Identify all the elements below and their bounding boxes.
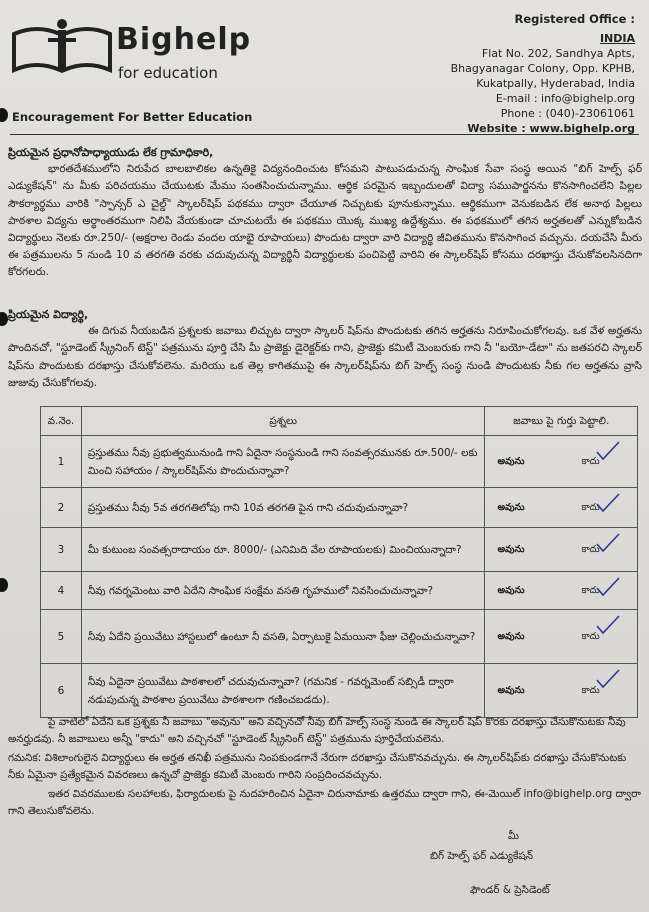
table-row [41, 664, 638, 718]
column-header-answer: జవాబు పై గుర్తు పెట్టాలి. [485, 407, 638, 436]
answer-no[interactable]: కాదు [581, 455, 600, 467]
question-text: నీవు ఏదైనా ప్రయివేటు పాఠశాలలో చదువుచున్నావా? (గమనిక - గవర్నమెంట్ సబ్సిడీ ద్వారా నడుపుచున్న పాఠశాల ప్రయివేటు పాఠశాలగా గణించబడదు). [81, 664, 485, 718]
letter-intro [8, 144, 642, 282]
salutation-headmaster: ప్రియమైన ప్రధానోపాధ్యాయుడు లేక గ్రామాధికారి, [8, 146, 214, 159]
row-number: 6 [41, 664, 82, 718]
checkmark-icon [595, 614, 621, 636]
checkmark-icon [595, 576, 621, 598]
eligibility-table [40, 406, 638, 718]
question-text: నీవు గవర్నమెంటు వారి ఏదేని సాంఘిక సంక్షేమ వసతి గృహములో నివసించుచున్నావా? [81, 572, 485, 610]
letter-student [8, 306, 642, 392]
website: Website : www.bighelp.org [467, 122, 635, 135]
paragraph-intro: భారతదేశములోని నిరుపేద బాలబాలికల ఉన్నతికై విద్యనందించుట కోసమని పాటుపడుచున్న సాంఘిక సేవా సంస్థ అయిన "బిగ్ హెల్ప్ ఫర్ ఎడ్యుకేషన్" ను మీకు పరిచయము చేయుటకు మేము సంతసించుచున్నాము. ఆర్థిక పరమైన ఇబ్బందులతో విద్యా సముపార్జనను కొనసాగించలేని పిల్లల సౌకర్యార్థము వారికి "స్పాన్సర్ ఎ చైల్డ్" స్కాలర్‌షిప్ పథకము ద్వారా చేయూత నిచ్చుటకు పూనుకున్నాము. ఆర్థికముగా వెనుకబడిన లేక అనాథ పిల్లలు పాఠశాల విద్యను అర్థాంతరముగా నిలిపి వేయకుండా చూచుటయే ఈ పథకము యొక్క ముఖ్య ఉద్దేశ్యము. ఈ పథకములో తగిన అర్హతలతో ఎన్నుకోబడిన విద్యార్థులు నెలకు రూ.250/- (అక్షరాల రెండు వందల యాభై రూపాయలు) పొందుట ద్వారా వారి విద్యార్థి జీవితమును కొనసాగించ వచ్చును. దయచేసి మీరు ఈ పత్రములను 5 నుండి 10 వ తరగతి వరకు చదువుచున్న విద్యార్థినీ విద్యార్థులకు పంచిపెట్టి వారిని ఈ స్కాలర్‌షిప్ కోసము దరఖాస్తు చేసుకోవలసినదిగా కోరగలరు. [8, 163, 642, 279]
answer-no[interactable]: కాదు [581, 501, 600, 513]
checkmark-icon [595, 668, 621, 690]
checkmark-icon [595, 492, 621, 514]
checkmark-icon [595, 440, 621, 462]
punch-hole [0, 578, 8, 592]
table-row [41, 572, 638, 610]
answer-cell [485, 664, 638, 718]
note-contact: ఇతర వివరములకు సలహాలకు, ఫిర్యాదులకు పై నుదహరించిన ఏదైనా చిరునామాకు ఉత్తరము ద్వారా గాని, ఈ-మెయిల్ info@bighelp.org ద్వారా గాని తెలుసుకోవలెను. [8, 788, 641, 817]
punch-hole [0, 108, 8, 122]
bighelp-logo-icon [12, 16, 112, 76]
answer-cell [485, 610, 638, 664]
answer-yes[interactable]: అవును [497, 584, 525, 596]
question-text: ప్రస్తుతము నీవు ప్రభుత్వమునుండి గాని ఏదైనా సంస్థనుండి గాని సంవత్సరమునకు రూ.500/- లకు మించి సహాయం / స్కాలర్‌షిప్‌ను పొందుచున్నావా? [81, 436, 485, 488]
checkmark-icon [595, 532, 621, 554]
address-line: Bhagyanagar Colony, Opp. KPHB, [450, 62, 635, 75]
punch-hole [0, 312, 8, 326]
signoff-org: బిగ్ హెల్ప్ ఫర్ ఎడ్యుకేషన్ [430, 850, 534, 862]
answer-no[interactable]: కాదు [581, 630, 600, 642]
row-number: 5 [41, 610, 82, 664]
office-address-block [405, 12, 635, 136]
address-line: Kukatpally, Hyderabad, India [476, 77, 635, 90]
answer-no[interactable]: కాదు [581, 584, 600, 596]
question-text: మీ కుటుంబ సంవత్సరాదాయం రూ. 8000/- (ఎనిమిది వేల రూపాయలకు) మించియున్నాదా? [81, 528, 485, 572]
column-header-number: వ.నెం. [41, 407, 82, 436]
salutation-student: ప్రియమైన విద్యార్థి, [8, 308, 89, 321]
answer-cell [485, 488, 638, 528]
question-text: నీవు ఏదేని ప్రయివేటు హాస్టలులో ఉంటూ నీ వసతి, ఏర్పాటుకై ఏమయినా ఫీజు చెల్లించుచున్నావా? [81, 610, 485, 664]
office-country: INDIA [599, 32, 635, 45]
address-line: Flat No. 202, Sandhya Apts, [481, 47, 635, 60]
answer-cell [485, 528, 638, 572]
tagline: Encouragement For Better Education [12, 110, 253, 124]
row-number: 3 [41, 528, 82, 572]
answer-yes[interactable]: అవును [497, 501, 525, 513]
answer-yes[interactable]: అవును [497, 630, 525, 642]
email: E-mail : info@bighelp.org [495, 92, 635, 105]
answer-no[interactable]: కాదు [581, 684, 600, 696]
row-number: 1 [41, 436, 82, 488]
question-text: ప్రస్తుతము నీవు 5వ తరగతిలోపు గాని 10వ తరగతి పైన గాని చదువుచున్నావా? [81, 488, 485, 528]
signoff-yours: మీ [508, 830, 519, 842]
office-title: Registered Office : [514, 12, 635, 26]
header-divider [10, 134, 639, 135]
brand-name: Bighelp [116, 22, 252, 57]
row-number: 4 [41, 572, 82, 610]
signoff-title: ఫౌండర్ & ప్రెసిడెంట్ [470, 884, 550, 896]
answer-cell [485, 436, 638, 488]
column-header-question: ప్రశ్నలు [81, 407, 485, 436]
row-number: 2 [41, 488, 82, 528]
table-row [41, 610, 638, 664]
table-row [41, 528, 638, 572]
table-row [41, 488, 638, 528]
answer-cell [485, 572, 638, 610]
phone: Phone : (040)-23061061 [500, 107, 635, 120]
answer-no[interactable]: కాదు [581, 543, 600, 555]
paragraph-student: ఈ దిగువ నీయబడిన ప్రశ్నలకు జవాబు లిచ్చుట ద్వారా స్కాలర్ షిప్‌ను పొందుటకు తగిన అర్హతను నిరూపించుకోగలవు. ఒక వేళ అర్హతను పొందినచో, "స్టూడెంట్ స్క్రీనింగ్ టెస్ట్" పత్రమును పూర్తి చేసి మీ ప్రాజెక్టు డైరెక్టర్‌కు గాని, ప్రాజెక్టు కమిటీ మెంబరుకు గాని నీ "బయో-డేటా" ను జతపరచి స్కాలర్ షిప్‌ను పొందుటకు దరఖాస్తు చేసుకోవలెను. మరియు ఒక తెల్ల కాగితముపై ఈ స్కాలర్‌షిప్‌ను బిగ్ హెల్ప్ సంస్థ నుండి పొందుటకు నీకు గల అర్హతను వ్రాసి జుజువు చేసుకోగలవు. [8, 325, 642, 389]
table-row [41, 436, 638, 488]
answer-yes[interactable]: అవును [497, 684, 525, 696]
brand-subtitle: for education [118, 64, 218, 82]
note-disabled: గమనిక: విశిలాంగులైన విద్యార్థులు ఈ అర్హత తనిఖీ పత్రమును నింపకుండగానే నేరుగా దరఖాస్తు చేసుకొనవచ్చును. ఈ స్కాలర్‌షిప్‌కు దరఖాస్తు చేసుకొనుటకు నీకు ఏమైనా ప్రత్యేకమైన వివరణలు ఉన్నచో ప్రాజెక్టు కమిటీ మెంబరు గారిని సంప్రదించవచ్చును. [8, 752, 627, 781]
answer-yes[interactable]: అవును [497, 543, 525, 555]
note-ineligible: పై వాటిలో ఏదేని ఒక ప్రశ్నకు నీ జవాబు "అవును" అని వచ్చినచో నీవు బిగ్ హెల్ప్ సంస్థ నుండి ఈ స్కాలర్ షిప్ కొరకు దరఖాస్తు చేసుకొనుటకు నీవు అనర్హుడవు. నీ జవాబులు అన్నీ "కాదు" అని వచ్చినచో "స్టూడెంట్ స్క్రీనింగ్ టెస్ట్" పత్రమును పూర్తిచేయవలెను. [8, 716, 626, 745]
answer-yes[interactable]: అవును [497, 455, 525, 467]
